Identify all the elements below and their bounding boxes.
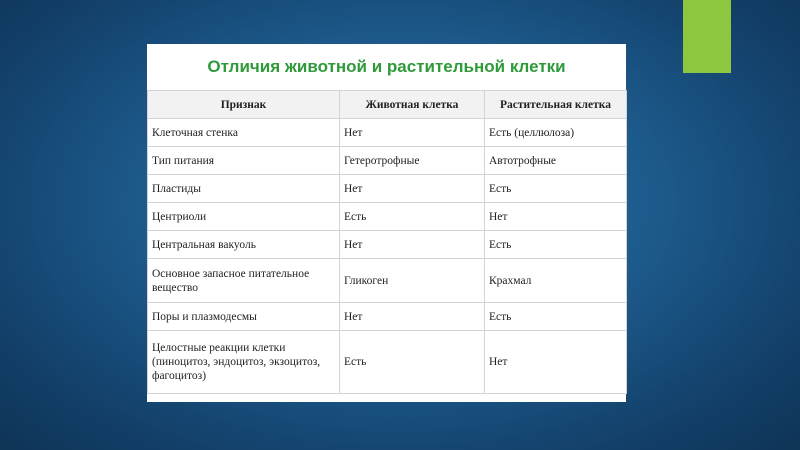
plant-cell: Есть (485, 175, 627, 203)
table-header-row (148, 91, 627, 119)
animal-cell: Гетеротрофные (340, 147, 485, 175)
header-animal-cell: Животная клетка (340, 91, 485, 119)
animal-cell: Нет (340, 175, 485, 203)
animal-cell: Нет (340, 119, 485, 147)
plant-cell: Нет (485, 203, 627, 231)
plant-cell: Нет (485, 331, 627, 394)
slide-card (147, 44, 626, 402)
plant-cell: Есть (целлюлоза) (485, 119, 627, 147)
table-row (148, 147, 627, 175)
header-feature: Признак (148, 91, 340, 119)
table-row (148, 175, 627, 203)
feature-cell: Пластиды (148, 175, 340, 203)
comparison-table (147, 90, 627, 394)
table-row (148, 203, 627, 231)
accent-bar (683, 0, 731, 73)
feature-cell: Основное запасное питательное вещество (148, 259, 340, 303)
table-row (148, 331, 627, 394)
feature-cell: Центриоли (148, 203, 340, 231)
animal-cell: Нет (340, 231, 485, 259)
plant-cell: Автотрофные (485, 147, 627, 175)
slide-title: Отличия животной и растительной клетки (207, 57, 566, 76)
table-row (148, 259, 627, 303)
plant-cell: Есть (485, 231, 627, 259)
header-plant-cell: Растительная клетка (485, 91, 627, 119)
table-row (148, 303, 627, 331)
table-row (148, 119, 627, 147)
feature-cell: Клеточная стенка (148, 119, 340, 147)
animal-cell: Гликоген (340, 259, 485, 303)
feature-cell: Поры и плазмодесмы (148, 303, 340, 331)
feature-cell: Тип питания (148, 147, 340, 175)
table-row (148, 231, 627, 259)
plant-cell: Крахмал (485, 259, 627, 303)
animal-cell: Есть (340, 331, 485, 394)
plant-cell: Есть (485, 303, 627, 331)
feature-cell: Целостные реакции клетки (пиноцитоз, эндоцитоз, экзоцитоз, фагоцитоз) (148, 331, 340, 394)
animal-cell: Нет (340, 303, 485, 331)
feature-cell: Центральная вакуоль (148, 231, 340, 259)
animal-cell: Есть (340, 203, 485, 231)
